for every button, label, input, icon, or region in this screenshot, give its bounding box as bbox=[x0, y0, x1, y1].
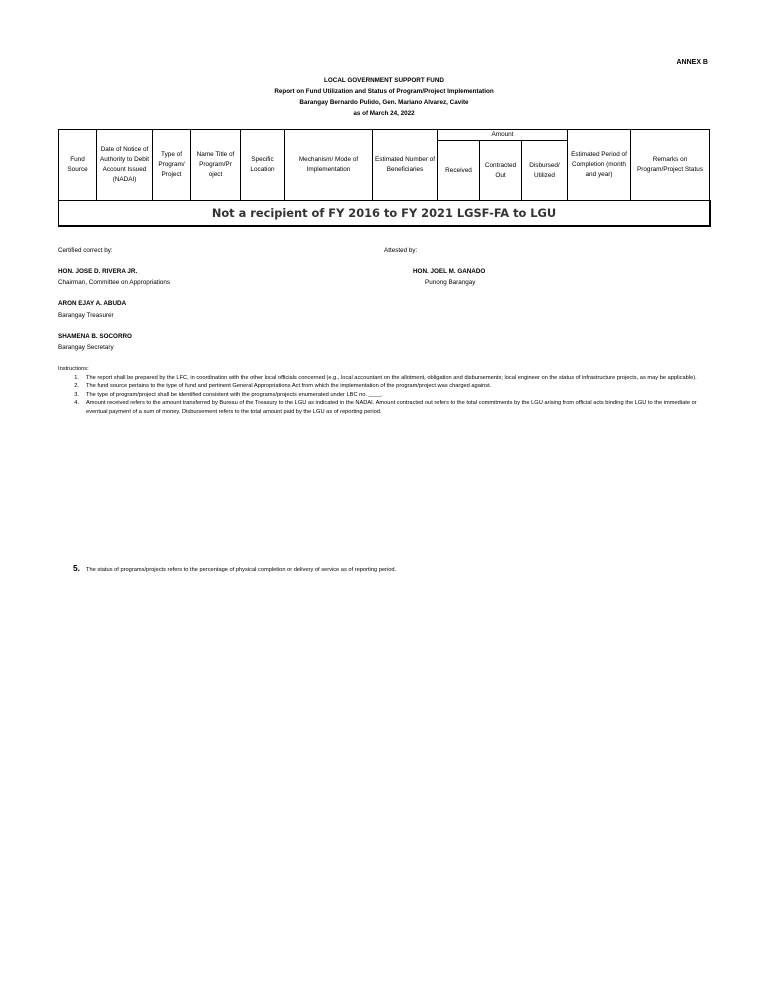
col-amount-group: Amount bbox=[438, 130, 568, 141]
col-contracted: Contracted Out bbox=[480, 141, 522, 201]
col-mechanism: Mechanism/ Mode of Implementation bbox=[285, 130, 373, 201]
instructions-section bbox=[58, 365, 718, 417]
instruction-number: 3. bbox=[74, 391, 79, 398]
instruction-text: The status of programs/projects refers to the percentage of physical completion or delivery of service as of reporting period. bbox=[86, 567, 397, 573]
instructions-title: Instructions: bbox=[58, 366, 89, 372]
col-program-name: Name Title of Program/Pr oject bbox=[191, 130, 241, 201]
instruction-item bbox=[58, 374, 718, 383]
instruction-text: Amount received refers to the amount transferred by Bureau of the Treasury to the LGU as indicated in the NADAI. Amount contracted out refers to the total commitments by the LGU arising from official acts binding the LGU to the immediate or eventual payment of a sum of money. Disbursement refers to the total amount paid by the LGU as of reporting period. bbox=[86, 400, 697, 415]
instruction-number: 5. bbox=[73, 563, 80, 573]
col-nadai-date: Date of Notice of Authority to Debit Account Issued (NADAI) bbox=[97, 130, 153, 201]
not-recipient-notice: Not a recipient of FY 2016 to FY 2021 LGSF-FA to LGU bbox=[58, 200, 711, 227]
report-barangay: Barangay Bernardo Pulido, Gen. Mariano Alvarez, Cavite bbox=[299, 99, 469, 106]
signer-punong-title: Punong Barangay bbox=[425, 279, 476, 286]
instruction-item bbox=[58, 399, 718, 416]
col-received: Received bbox=[438, 141, 480, 201]
col-beneficiaries: Estimated Number of Beneficiaries bbox=[373, 130, 438, 201]
signer-treasurer-name: ARON EJAY A. ABUDA bbox=[58, 300, 127, 307]
signer-chairman-title: Chairman, Committee on Appropriations bbox=[58, 279, 170, 286]
col-location: Specific Location bbox=[241, 130, 285, 201]
col-fund-source: Fund Source bbox=[59, 130, 97, 201]
instruction-text: The fund source pertains to the type of fund and pertinent General Appropriations Act from which the implementation of the program/project was charged against. bbox=[86, 383, 492, 390]
report-date: as of March 24, 2022 bbox=[353, 110, 415, 117]
annex-label: ANNEX B bbox=[676, 59, 708, 66]
col-remarks: Remarks on Program/Project Status bbox=[631, 130, 710, 201]
report-title: Report on Fund Utilization and Status of Program/Project Implementation bbox=[274, 88, 494, 95]
instruction-number: 1. bbox=[74, 374, 79, 381]
signer-chairman-name: HON. JOSE D. RIVERA JR. bbox=[58, 268, 138, 275]
fund-utilization-table bbox=[58, 129, 710, 201]
signer-punong-name: HON. JOEL M. GANADO bbox=[413, 268, 486, 275]
instruction-text: The report shall be prepared by the LFC, in coordination with the other local officials concerned (e.g., local accountant on the allotment, obligation and disbursements; local engineer on the status of infrastructure projects, as may be applicable). bbox=[86, 374, 697, 381]
instruction-text: The type of program/project shall be identified consistent with the programs/projects enumerated under LBC no. ____. bbox=[86, 391, 383, 398]
col-program-type: Type of Program/ Project bbox=[153, 130, 191, 201]
signer-treasurer-title: Barangay Treasurer bbox=[58, 312, 114, 319]
instruction-item bbox=[58, 391, 718, 400]
instruction-item-5 bbox=[73, 563, 396, 573]
attested-label: Attested by: bbox=[384, 247, 418, 254]
signer-secretary-title: Barangay Secretary bbox=[58, 344, 114, 351]
col-completion: Estimated Period of Completion (month and year) bbox=[568, 130, 631, 201]
instruction-number: 2. bbox=[74, 383, 79, 390]
instruction-number: 4. bbox=[74, 400, 79, 407]
col-disbursed: Disbursed/ Utilized bbox=[522, 141, 568, 201]
signer-secretary-name: SHAMENA B. SOCORRO bbox=[58, 333, 132, 340]
instruction-item bbox=[58, 382, 718, 391]
report-title-fund: LOCAL GOVERNMENT SUPPORT FUND bbox=[324, 77, 444, 84]
certified-label: Certified correct by: bbox=[58, 247, 113, 254]
